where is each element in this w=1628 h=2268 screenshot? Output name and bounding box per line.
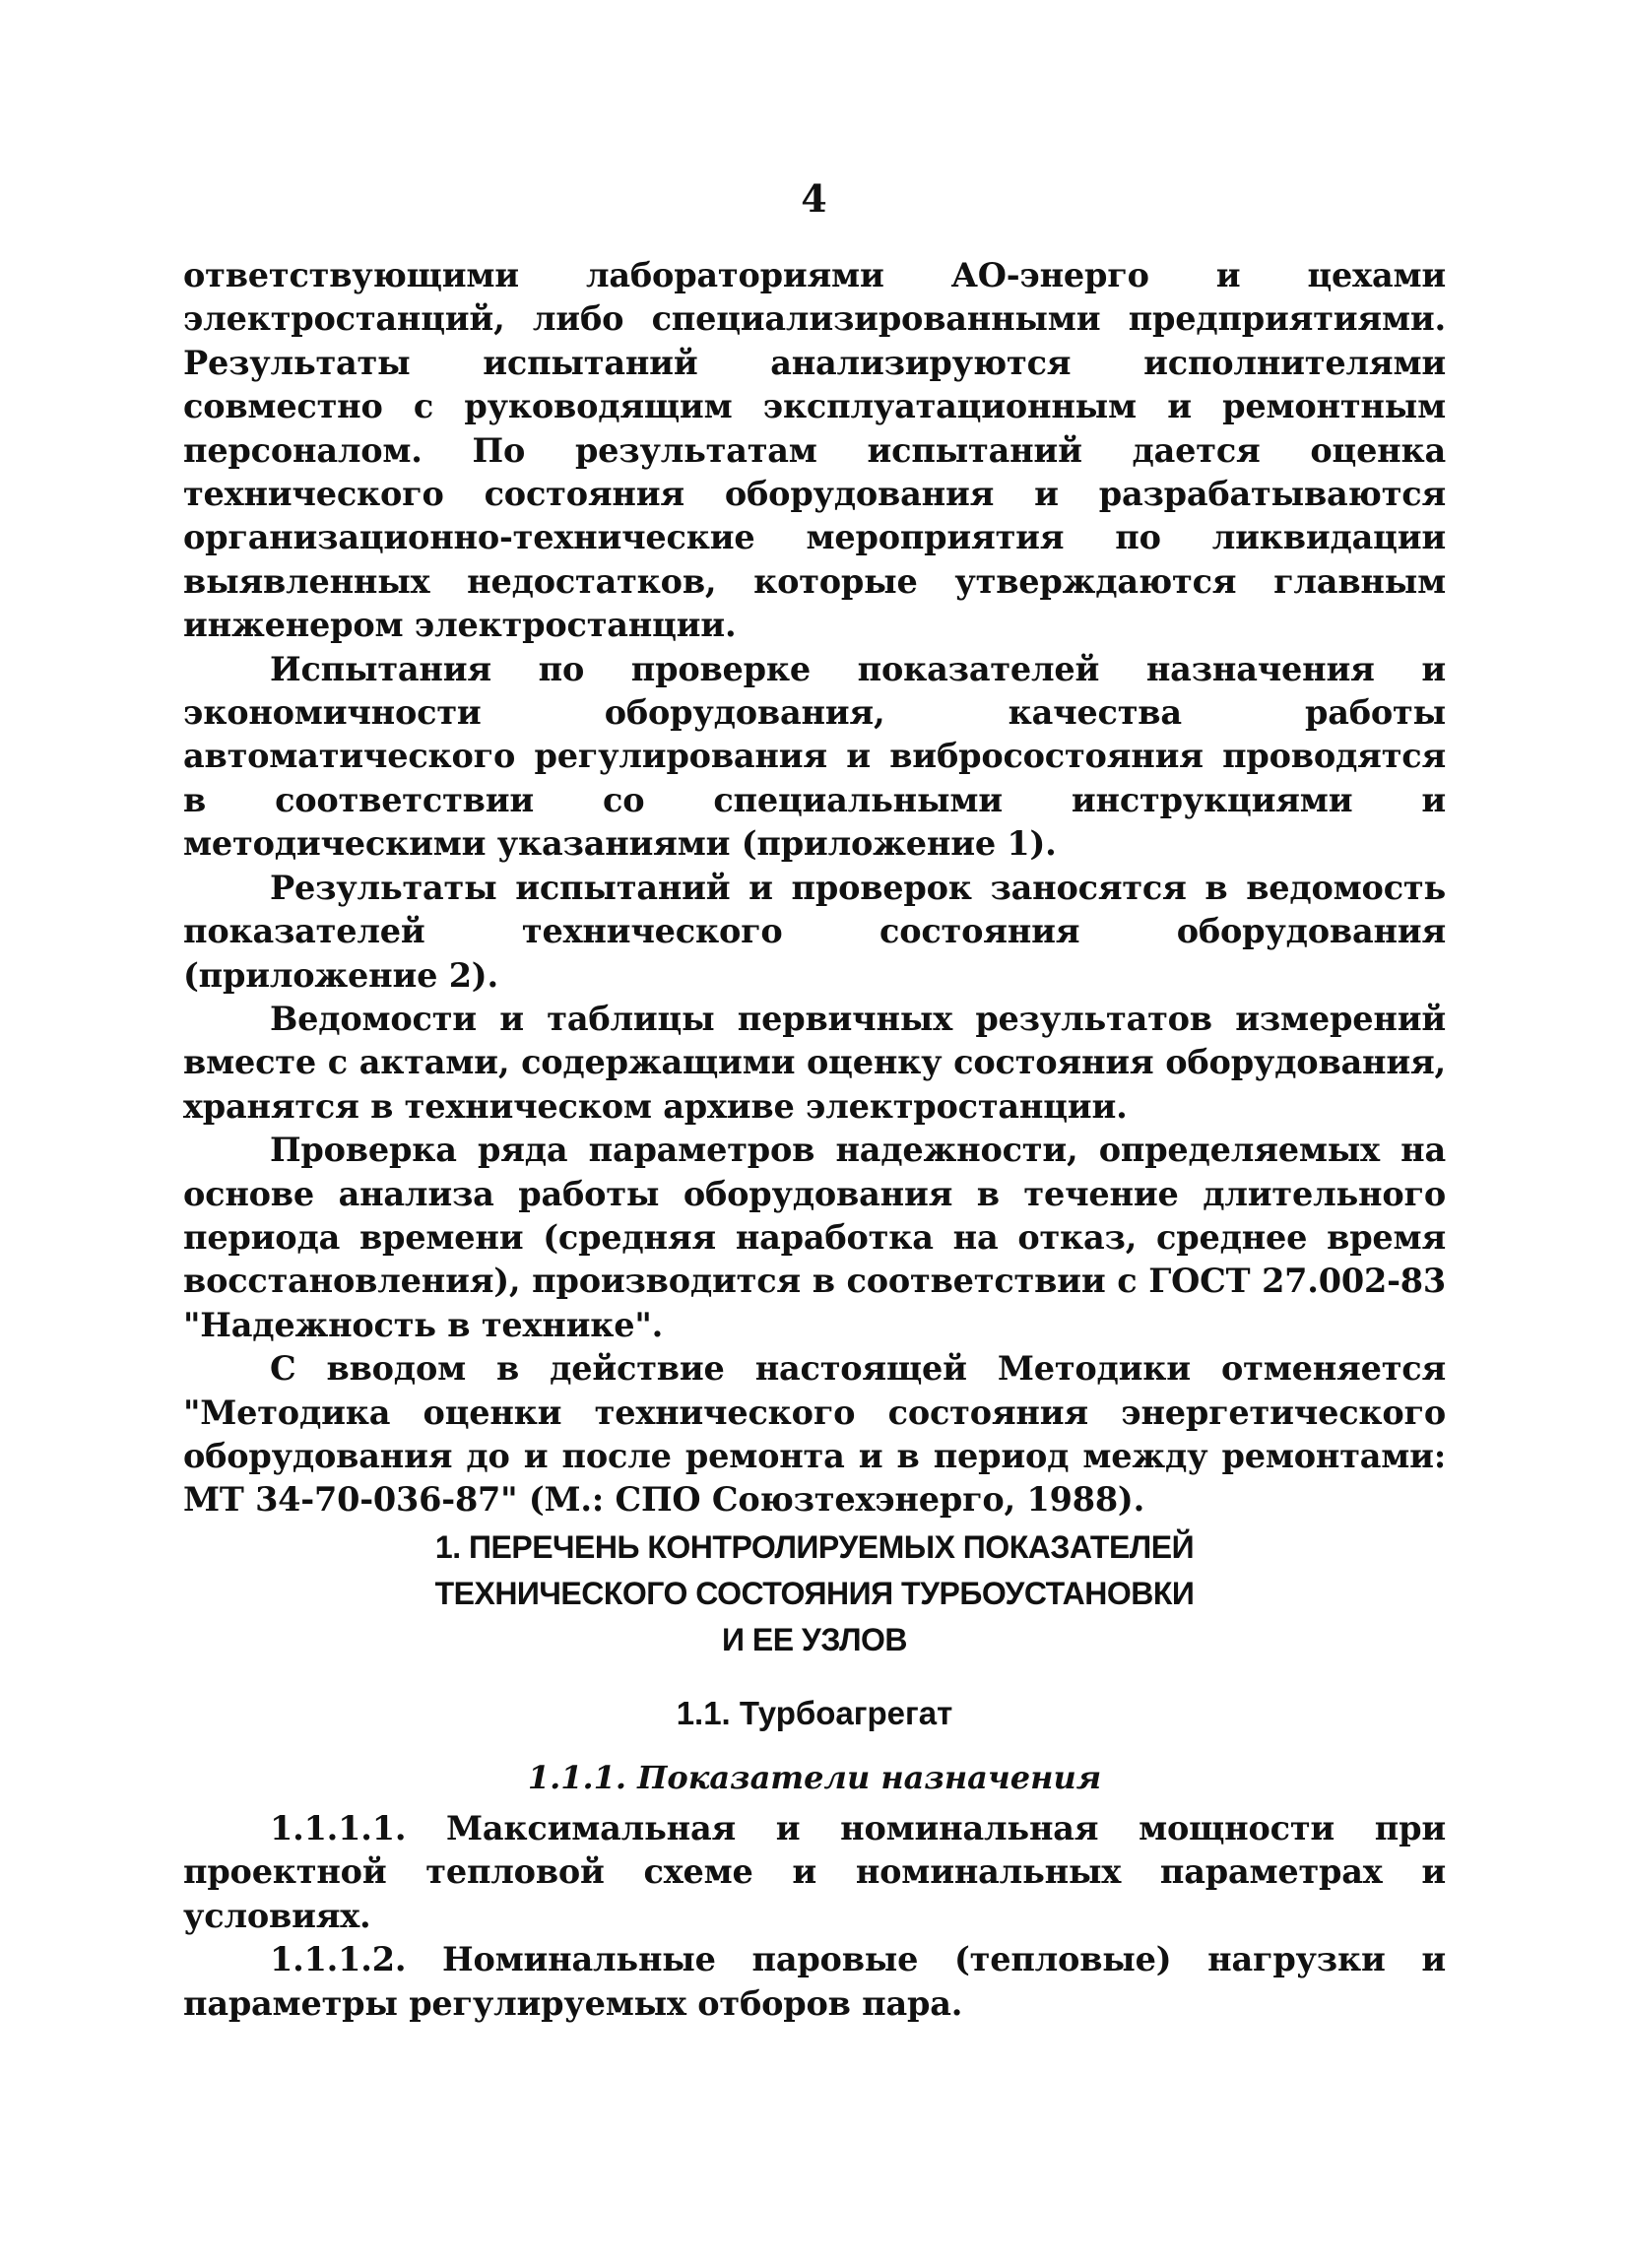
- paragraph: Результаты испытаний и проверок заносятся в ведомость показателей технического состояния оборудования (приложение 2).: [183, 868, 1446, 995]
- paragraph: Испытания по проверке показателей назначения и экономичности оборудования, качества работы автоматического регулирования и вибросостояния проводятся в соответствии со специальными инструкциями и методическими указаниями (приложение 1).: [183, 649, 1446, 864]
- section-1: [183, 1524, 1446, 2026]
- subsubsection-heading: 1.1.1. Показатели назначения: [527, 1759, 1102, 1796]
- paragraph: С вводом в действие настоящей Методики отменяется "Методика оценки технического состояния энергетического оборудования до и после ремонта и в период между ремонтами: МТ 34-70-036-87" (М.: СПО Союзтехэнерго, 1988).: [183, 1349, 1446, 1520]
- section-heading-line: ТЕХНИЧЕСКОГО СОСТОЯНИЯ ТУРБОУСТАНОВКИ: [434, 1576, 1195, 1611]
- section-heading-line: 1. ПЕРЕЧЕНЬ КОНТРОЛИРУЕМЫХ ПОКАЗАТЕЛЕЙ: [434, 1529, 1195, 1565]
- page-number: 4: [801, 176, 827, 221]
- list-item: 1.1.1.2. Номинальные паровые (тепловые) нагрузки и параметры регулируемых отборов пара.: [183, 1940, 1446, 2023]
- paragraph: ответствующими лабораториями АО-энерго и цехами электростанций, либо специализированными предприятиями. Результаты испытаний анализируются исполнителями совместно с руководящим эксплуатационным и ремонтным персоналом. По результатам испытаний дается оценка технического состояния оборудования и разрабатываются организационно-технические мероприятия по ликвидации выявленных недостатков, которые утверждаются главным инженером электростанции.: [183, 256, 1446, 645]
- paragraph: Проверка ряда параметров надежности, определяемых на основе анализа работы оборудования в течение длительного периода времени (средняя наработка на отказ, среднее время восстановления), производится в соответствии с ГОСТ 27.002-83 "Надежность в технике".: [183, 1131, 1446, 1344]
- body-text: [183, 254, 1446, 1523]
- subsection-heading: 1.1. Турбоагрегат: [676, 1695, 953, 1731]
- section-heading: [183, 1524, 1446, 1663]
- section-heading-line: И ЕЕ УЗЛОВ: [721, 1622, 908, 1657]
- list-item: 1.1.1.1. Максимальная и номинальная мощности при проектной тепловой схеме и номинальных параметрах и условиях.: [183, 1809, 1446, 1935]
- paragraph: Ведомости и таблицы первичных результатов измерений вместе с актами, содержащими оценку состояния оборудования, хранятся в техническом архиве электростанции.: [183, 999, 1446, 1126]
